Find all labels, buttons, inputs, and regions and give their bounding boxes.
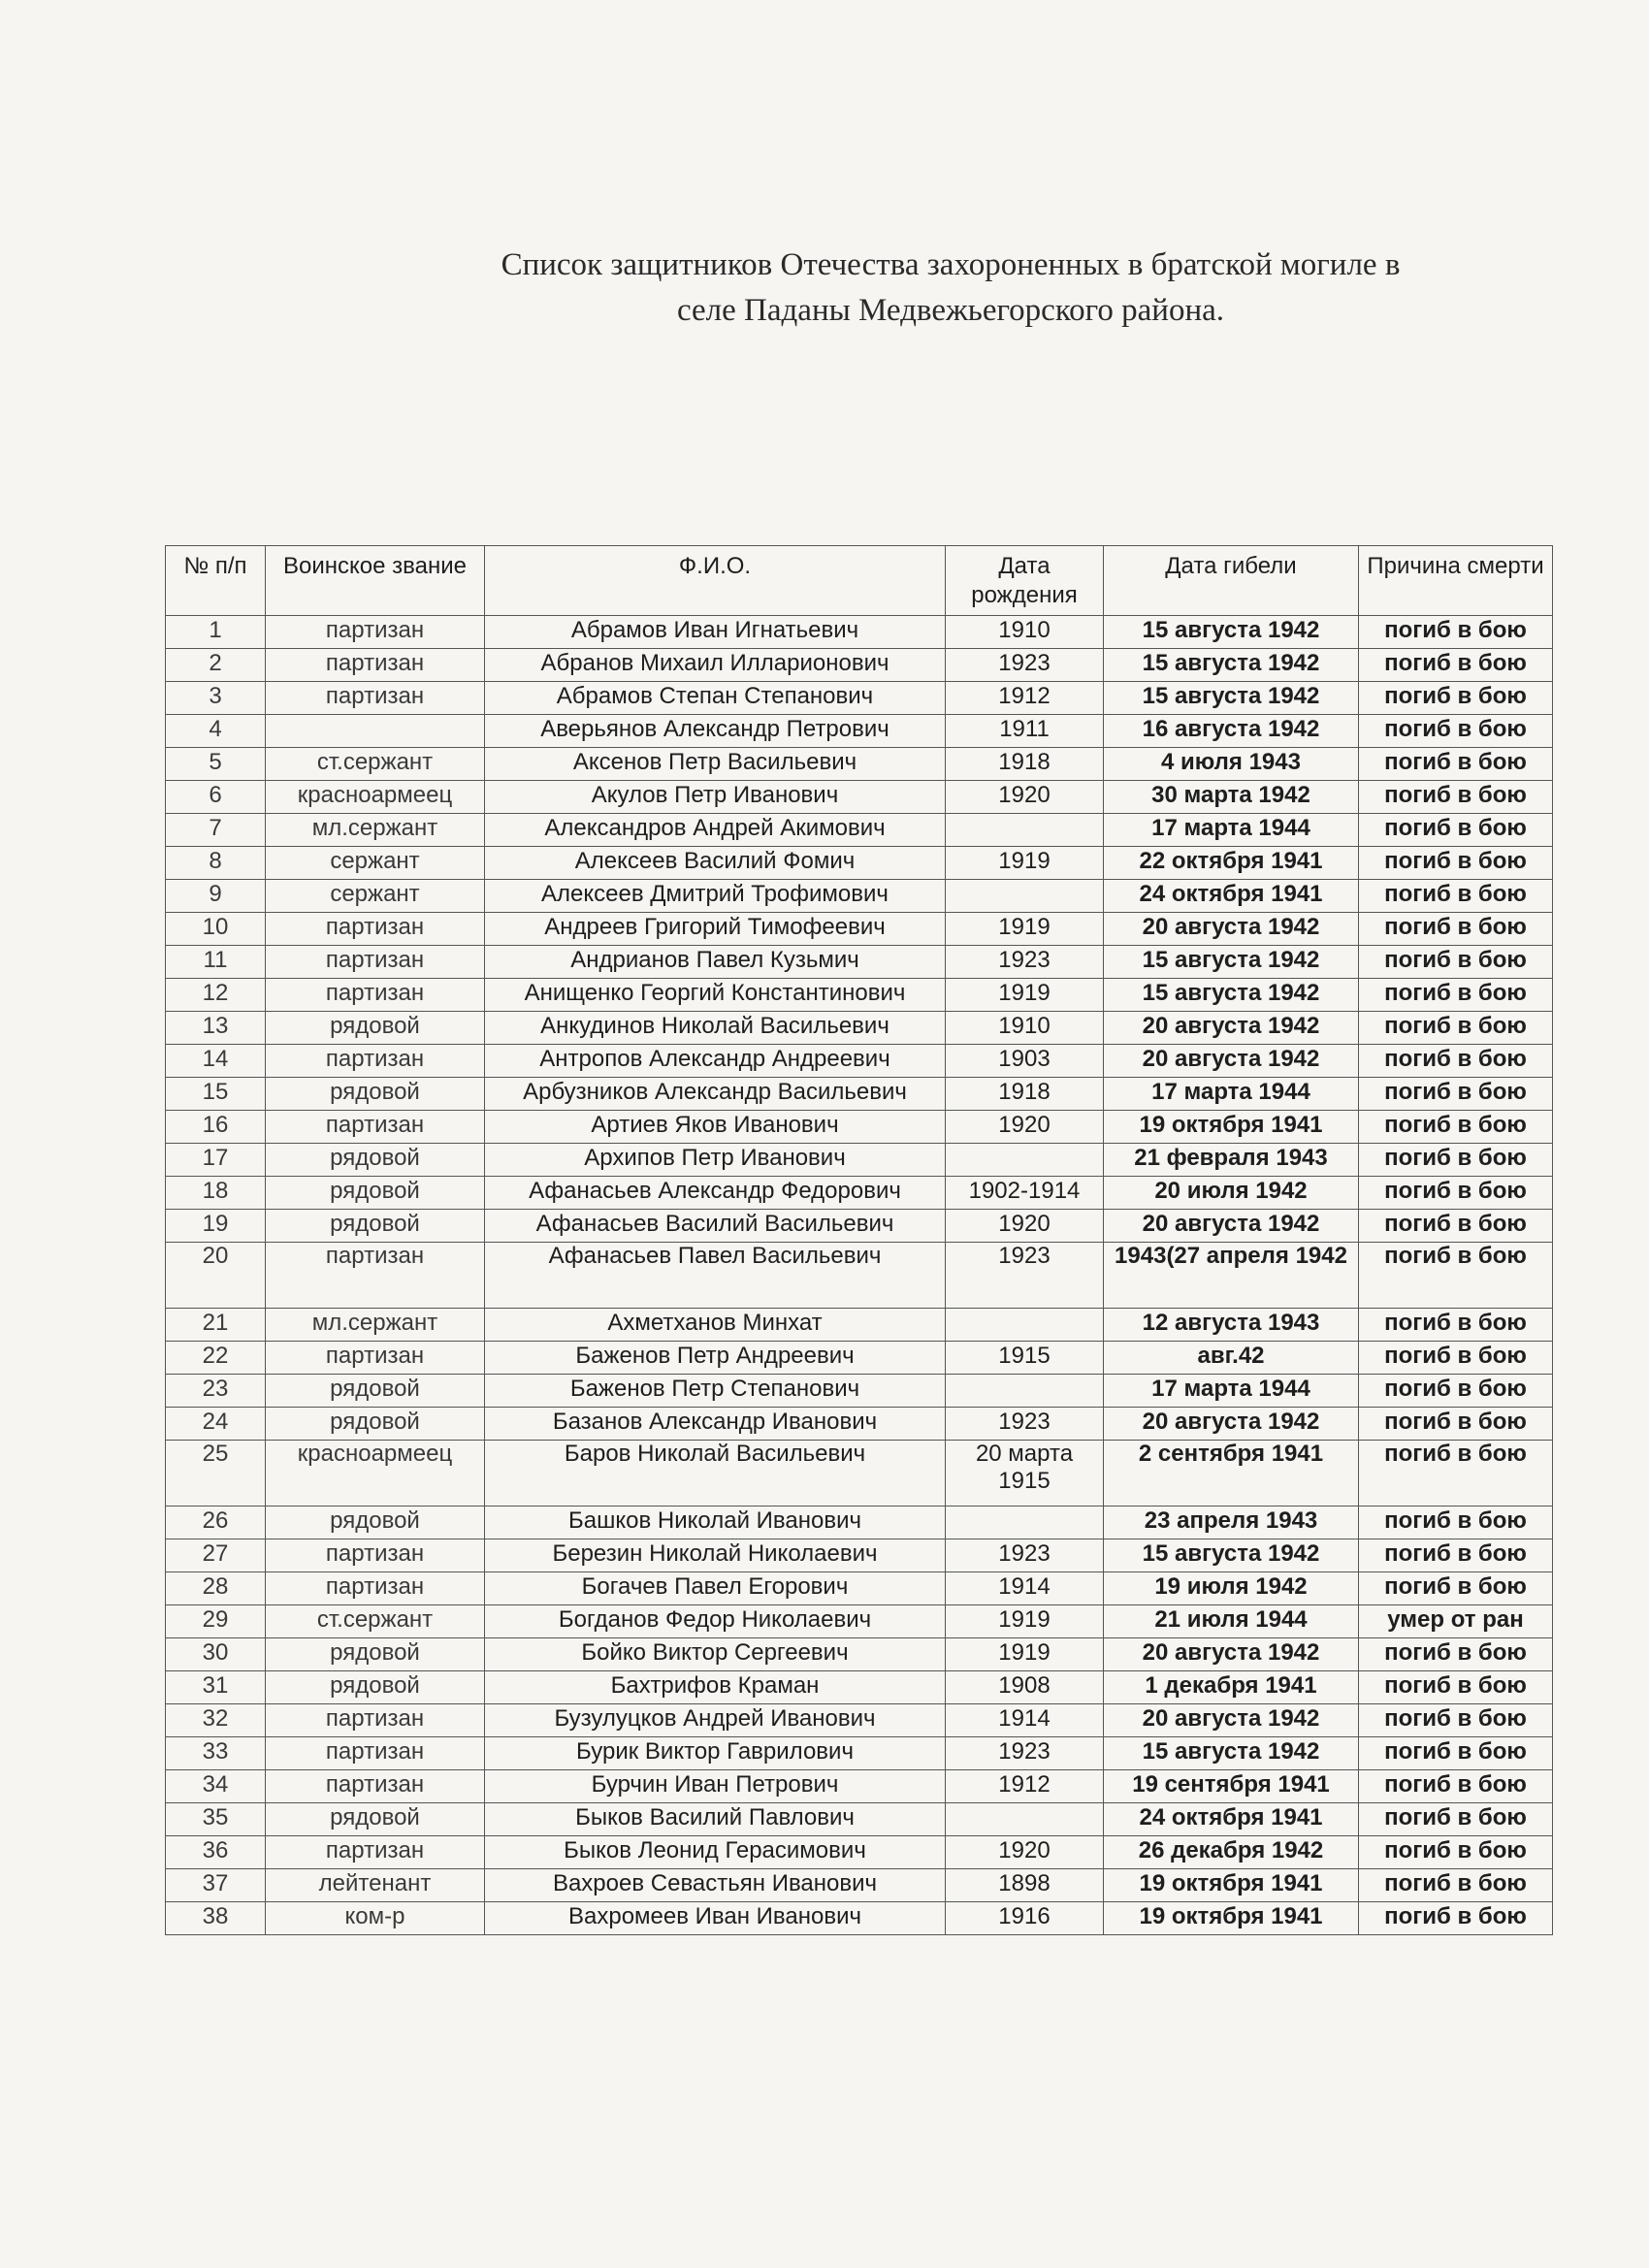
cell-birth: 1919 <box>946 1605 1104 1638</box>
cell-num: 22 <box>166 1342 266 1375</box>
cell-cause: умер от ран <box>1359 1605 1553 1638</box>
cell-rank: партизан <box>266 1770 485 1803</box>
cell-birth: 1923 <box>946 1408 1104 1441</box>
cell-num: 9 <box>166 880 266 913</box>
cell-name: Аверьянов Александр Петрович <box>485 715 946 748</box>
table-row <box>166 1902 1553 1935</box>
cell-name: Богданов Федор Николаевич <box>485 1605 946 1638</box>
table-row <box>166 1210 1553 1243</box>
cell-num: 23 <box>166 1375 266 1408</box>
cell-birth: 1910 <box>946 1012 1104 1045</box>
cell-cause: погиб в бою <box>1359 1210 1553 1243</box>
table-row <box>166 781 1553 814</box>
cell-rank: лейтенант <box>266 1869 485 1902</box>
cell-death: 20 августа 1942 <box>1104 913 1359 946</box>
cell-death: 15 августа 1942 <box>1104 946 1359 979</box>
cell-rank: ст.сержант <box>266 748 485 781</box>
cell-birth: 1920 <box>946 781 1104 814</box>
cell-name: Анищенко Георгий Константинович <box>485 979 946 1012</box>
table-row <box>166 1539 1553 1572</box>
cell-rank: партизан <box>266 1111 485 1144</box>
table-row <box>166 1671 1553 1704</box>
cell-num: 38 <box>166 1902 266 1935</box>
cell-name: Александров Андрей Акимович <box>485 814 946 847</box>
cell-cause: погиб в бою <box>1359 616 1553 649</box>
cell-rank: сержант <box>266 847 485 880</box>
cell-cause: погиб в бою <box>1359 1671 1553 1704</box>
cell-rank: ст.сержант <box>266 1605 485 1638</box>
cell-num: 26 <box>166 1507 266 1539</box>
cell-death: 15 августа 1942 <box>1104 649 1359 682</box>
cell-num: 21 <box>166 1309 266 1342</box>
cell-name: Андреев Григорий Тимофеевич <box>485 913 946 946</box>
cell-birth: 1923 <box>946 1243 1104 1309</box>
cell-birth <box>946 1309 1104 1342</box>
header-death: Дата гибели <box>1104 546 1359 616</box>
table-row <box>166 913 1553 946</box>
cell-num: 5 <box>166 748 266 781</box>
cell-birth: 1923 <box>946 1539 1104 1572</box>
cell-rank: партизан <box>266 1572 485 1605</box>
title-line-2: селе Паданы Медвежьегорского района. <box>676 293 1225 328</box>
cell-death: 20 августа 1942 <box>1104 1408 1359 1441</box>
cell-name: Арбузников Александр Васильевич <box>485 1078 946 1111</box>
cell-rank <box>266 715 485 748</box>
cell-rank: красноармеец <box>266 1441 485 1507</box>
cell-cause: погиб в бою <box>1359 1144 1553 1177</box>
cell-birth: 1920 <box>946 1111 1104 1144</box>
cell-death: 15 августа 1942 <box>1104 979 1359 1012</box>
cell-rank: рядовой <box>266 1408 485 1441</box>
cell-death: 19 сентября 1941 <box>1104 1770 1359 1803</box>
cell-num: 2 <box>166 649 266 682</box>
header-birth: Дата рождения <box>946 546 1104 616</box>
table-row <box>166 649 1553 682</box>
cell-name: Башков Николай Иванович <box>485 1507 946 1539</box>
cell-rank: партизан <box>266 1737 485 1770</box>
cell-birth: 1919 <box>946 979 1104 1012</box>
header-num: № п/п <box>166 546 266 616</box>
table-row <box>166 1638 1553 1671</box>
cell-death: 23 апреля 1943 <box>1104 1507 1359 1539</box>
cell-num: 35 <box>166 1803 266 1836</box>
cell-name: Бурчин Иван Петрович <box>485 1770 946 1803</box>
cell-cause: погиб в бою <box>1359 1902 1553 1935</box>
cell-rank: партизан <box>266 946 485 979</box>
cell-rank: рядовой <box>266 1507 485 1539</box>
cell-name: Абранов Михаил Илларионович <box>485 649 946 682</box>
cell-name: Анкудинов Николай Васильевич <box>485 1012 946 1045</box>
cell-cause: погиб в бою <box>1359 1375 1553 1408</box>
cell-num: 28 <box>166 1572 266 1605</box>
cell-name: Вахроев Севастьян Иванович <box>485 1869 946 1902</box>
cell-num: 15 <box>166 1078 266 1111</box>
cell-num: 20 <box>166 1243 266 1309</box>
cell-name: Абрамов Иван Игнатьевич <box>485 616 946 649</box>
table-row <box>166 1243 1553 1309</box>
cell-num: 3 <box>166 682 266 715</box>
cell-rank: рядовой <box>266 1012 485 1045</box>
cell-num: 32 <box>166 1704 266 1737</box>
table-row <box>166 1408 1553 1441</box>
defenders-table <box>165 545 1553 1935</box>
cell-cause: погиб в бою <box>1359 814 1553 847</box>
cell-rank: ком-р <box>266 1902 485 1935</box>
cell-cause: погиб в бою <box>1359 1869 1553 1902</box>
cell-rank: рядовой <box>266 1375 485 1408</box>
cell-cause: погиб в бою <box>1359 1243 1553 1309</box>
cell-birth: 1898 <box>946 1869 1104 1902</box>
cell-cause: погиб в бою <box>1359 1342 1553 1375</box>
cell-birth: 1918 <box>946 748 1104 781</box>
cell-name: Артиев Яков Иванович <box>485 1111 946 1144</box>
cell-cause: погиб в бою <box>1359 1770 1553 1803</box>
cell-num: 10 <box>166 913 266 946</box>
cell-rank: партизан <box>266 1704 485 1737</box>
cell-cause: погиб в бою <box>1359 1012 1553 1045</box>
table-row <box>166 1375 1553 1408</box>
cell-num: 1 <box>166 616 266 649</box>
cell-num: 37 <box>166 1869 266 1902</box>
cell-birth <box>946 1803 1104 1836</box>
cell-death: 15 августа 1942 <box>1104 1737 1359 1770</box>
table-row <box>166 1111 1553 1144</box>
table-row <box>166 1012 1553 1045</box>
cell-cause: погиб в бою <box>1359 649 1553 682</box>
header-rank: Воинское звание <box>266 546 485 616</box>
cell-death: 17 марта 1944 <box>1104 1078 1359 1111</box>
cell-num: 31 <box>166 1671 266 1704</box>
cell-name: Афанасьев Александр Федорович <box>485 1177 946 1210</box>
cell-death: 30 марта 1942 <box>1104 781 1359 814</box>
table-row <box>166 1078 1553 1111</box>
cell-name: Баженов Петр Андреевич <box>485 1342 946 1375</box>
cell-rank: красноармеец <box>266 781 485 814</box>
table-row <box>166 1704 1553 1737</box>
cell-name: Вахромеев Иван Иванович <box>485 1902 946 1935</box>
cell-num: 25 <box>166 1441 266 1507</box>
table-row <box>166 814 1553 847</box>
table-row <box>166 1309 1553 1342</box>
cell-cause: погиб в бою <box>1359 748 1553 781</box>
table-row <box>166 1144 1553 1177</box>
table-row <box>166 1177 1553 1210</box>
cell-cause: погиб в бою <box>1359 1803 1553 1836</box>
cell-birth <box>946 1375 1104 1408</box>
cell-name: Алексеев Дмитрий Трофимович <box>485 880 946 913</box>
table-row <box>166 880 1553 913</box>
cell-cause: погиб в бою <box>1359 1507 1553 1539</box>
cell-birth: 1903 <box>946 1045 1104 1078</box>
cell-num: 13 <box>166 1012 266 1045</box>
cell-death: 17 марта 1944 <box>1104 814 1359 847</box>
cell-birth: 1914 <box>946 1572 1104 1605</box>
cell-birth: 1908 <box>946 1671 1104 1704</box>
cell-cause: погиб в бою <box>1359 1309 1553 1342</box>
cell-rank: рядовой <box>266 1638 485 1671</box>
cell-birth: 1920 <box>946 1210 1104 1243</box>
cell-death: 22 октября 1941 <box>1104 847 1359 880</box>
cell-birth: 1910 <box>946 616 1104 649</box>
table-row <box>166 1507 1553 1539</box>
cell-birth: 1916 <box>946 1902 1104 1935</box>
cell-cause: погиб в бою <box>1359 913 1553 946</box>
table-row <box>166 1770 1553 1803</box>
table-row <box>166 616 1553 649</box>
table-row <box>166 847 1553 880</box>
cell-birth <box>946 1507 1104 1539</box>
cell-rank: рядовой <box>266 1671 485 1704</box>
cell-num: 17 <box>166 1144 266 1177</box>
cell-rank: партизан <box>266 616 485 649</box>
cell-birth <box>946 880 1104 913</box>
cell-name: Баров Николай Васильевич <box>485 1441 946 1507</box>
cell-birth: 1914 <box>946 1704 1104 1737</box>
cell-rank: партизан <box>266 1539 485 1572</box>
cell-name: Абрамов Степан Степанович <box>485 682 946 715</box>
cell-birth: 1902-1914 <box>946 1177 1104 1210</box>
cell-rank: рядовой <box>266 1078 485 1111</box>
table-row <box>166 1737 1553 1770</box>
cell-birth: 1915 <box>946 1342 1104 1375</box>
cell-death: 20 августа 1942 <box>1104 1210 1359 1243</box>
document-title <box>349 243 1552 334</box>
table-row <box>166 1441 1553 1507</box>
cell-birth: 1923 <box>946 1737 1104 1770</box>
cell-name: Антропов Александр Андреевич <box>485 1045 946 1078</box>
header-cause: Причина смерти <box>1359 546 1553 616</box>
cell-death: 19 октября 1941 <box>1104 1869 1359 1902</box>
cell-death: 20 августа 1942 <box>1104 1045 1359 1078</box>
cell-rank: партизан <box>266 649 485 682</box>
cell-name: Быков Василий Павлович <box>485 1803 946 1836</box>
cell-cause: погиб в бою <box>1359 1704 1553 1737</box>
cell-name: Андрианов Павел Кузьмич <box>485 946 946 979</box>
cell-death: 20 августа 1942 <box>1104 1638 1359 1671</box>
table-row <box>166 1045 1553 1078</box>
cell-num: 14 <box>166 1045 266 1078</box>
cell-cause: погиб в бою <box>1359 946 1553 979</box>
cell-num: 18 <box>166 1177 266 1210</box>
cell-cause: погиб в бою <box>1359 1638 1553 1671</box>
cell-rank: рядовой <box>266 1177 485 1210</box>
cell-death: 20 августа 1942 <box>1104 1012 1359 1045</box>
cell-num: 7 <box>166 814 266 847</box>
cell-birth: 1912 <box>946 682 1104 715</box>
cell-death: 12 августа 1943 <box>1104 1309 1359 1342</box>
table-row <box>166 1605 1553 1638</box>
cell-cause: погиб в бою <box>1359 1737 1553 1770</box>
cell-num: 33 <box>166 1737 266 1770</box>
cell-rank: рядовой <box>266 1144 485 1177</box>
cell-cause: погиб в бою <box>1359 1441 1553 1507</box>
header-name: Ф.И.О. <box>485 546 946 616</box>
cell-name: Афанасьев Василий Васильевич <box>485 1210 946 1243</box>
cell-name: Быков Леонид Герасимович <box>485 1836 946 1869</box>
cell-birth: 1919 <box>946 1638 1104 1671</box>
cell-cause: погиб в бою <box>1359 1045 1553 1078</box>
cell-num: 30 <box>166 1638 266 1671</box>
cell-name: Богачев Павел Егорович <box>485 1572 946 1605</box>
cell-cause: погиб в бою <box>1359 979 1553 1012</box>
cell-birth: 1919 <box>946 847 1104 880</box>
cell-rank: мл.сержант <box>266 814 485 847</box>
cell-rank: партизан <box>266 1045 485 1078</box>
cell-death: 15 августа 1942 <box>1104 1539 1359 1572</box>
cell-num: 24 <box>166 1408 266 1441</box>
cell-num: 12 <box>166 979 266 1012</box>
cell-death: 26 декабря 1942 <box>1104 1836 1359 1869</box>
cell-death: 24 октября 1941 <box>1104 1803 1359 1836</box>
cell-death: 20 августа 1942 <box>1104 1704 1359 1737</box>
cell-death: 17 марта 1944 <box>1104 1375 1359 1408</box>
cell-name: Алексеев Василий Фомич <box>485 847 946 880</box>
cell-birth: 1911 <box>946 715 1104 748</box>
cell-birth <box>946 1144 1104 1177</box>
table-row <box>166 682 1553 715</box>
cell-rank: рядовой <box>266 1210 485 1243</box>
table-row <box>166 1836 1553 1869</box>
cell-cause: погиб в бою <box>1359 781 1553 814</box>
cell-num: 34 <box>166 1770 266 1803</box>
table-row <box>166 1869 1553 1902</box>
cell-cause: погиб в бою <box>1359 1408 1553 1441</box>
cell-death: 21 февраля 1943 <box>1104 1144 1359 1177</box>
cell-cause: погиб в бою <box>1359 847 1553 880</box>
cell-num: 11 <box>166 946 266 979</box>
cell-name: Бойко Виктор Сергеевич <box>485 1638 946 1671</box>
cell-num: 4 <box>166 715 266 748</box>
cell-rank: рядовой <box>266 1803 485 1836</box>
cell-death: 1943(27 апреля 1942 <box>1104 1243 1359 1309</box>
cell-death: 24 октября 1941 <box>1104 880 1359 913</box>
cell-name: Афанасьев Павел Васильевич <box>485 1243 946 1309</box>
cell-num: 8 <box>166 847 266 880</box>
cell-cause: погиб в бою <box>1359 880 1553 913</box>
cell-death: 19 октября 1941 <box>1104 1902 1359 1935</box>
cell-num: 29 <box>166 1605 266 1638</box>
cell-num: 16 <box>166 1111 266 1144</box>
cell-death: 15 августа 1942 <box>1104 616 1359 649</box>
table-row <box>166 979 1553 1012</box>
cell-name: Бурик Виктор Гаврилович <box>485 1737 946 1770</box>
cell-cause: погиб в бою <box>1359 682 1553 715</box>
cell-rank: сержант <box>266 880 485 913</box>
cell-rank: партизан <box>266 1342 485 1375</box>
cell-name: Баженов Петр Степанович <box>485 1375 946 1408</box>
cell-birth: 1912 <box>946 1770 1104 1803</box>
cell-cause: погиб в бою <box>1359 715 1553 748</box>
cell-cause: погиб в бою <box>1359 1539 1553 1572</box>
cell-birth: 1923 <box>946 649 1104 682</box>
cell-name: Базанов Александр Иванович <box>485 1408 946 1441</box>
cell-cause: погиб в бою <box>1359 1111 1553 1144</box>
cell-birth: 1920 <box>946 1836 1104 1869</box>
cell-death: 15 августа 1942 <box>1104 682 1359 715</box>
cell-cause: погиб в бою <box>1359 1836 1553 1869</box>
cell-death: 2 сентября 1941 <box>1104 1441 1359 1507</box>
cell-name: Архипов Петр Иванович <box>485 1144 946 1177</box>
cell-name: Акулов Петр Иванович <box>485 781 946 814</box>
cell-rank: партизан <box>266 1836 485 1869</box>
table-row <box>166 1572 1553 1605</box>
cell-birth <box>946 814 1104 847</box>
table-row <box>166 715 1553 748</box>
cell-num: 6 <box>166 781 266 814</box>
cell-cause: погиб в бою <box>1359 1177 1553 1210</box>
title-line-1: Список защитников Отечества захороненных в братской могиле в <box>501 247 1401 282</box>
cell-birth: 1918 <box>946 1078 1104 1111</box>
cell-birth: 1923 <box>946 946 1104 979</box>
cell-birth: 1919 <box>946 913 1104 946</box>
cell-name: Ахметханов Минхат <box>485 1309 946 1342</box>
cell-num: 27 <box>166 1539 266 1572</box>
cell-rank: партизан <box>266 913 485 946</box>
cell-rank: партизан <box>266 682 485 715</box>
table-header-row <box>166 546 1553 616</box>
cell-birth: 20 марта 1915 <box>946 1441 1104 1507</box>
cell-death: авг.42 <box>1104 1342 1359 1375</box>
cell-death: 19 июля 1942 <box>1104 1572 1359 1605</box>
table-row <box>166 1342 1553 1375</box>
table-row <box>166 946 1553 979</box>
cell-num: 19 <box>166 1210 266 1243</box>
cell-name: Бузулуцков Андрей Иванович <box>485 1704 946 1737</box>
cell-death: 20 июля 1942 <box>1104 1177 1359 1210</box>
cell-rank: партизан <box>266 979 485 1012</box>
cell-rank: мл.сержант <box>266 1309 485 1342</box>
cell-num: 36 <box>166 1836 266 1869</box>
cell-name: Бахтрифов Краман <box>485 1671 946 1704</box>
cell-name: Березин Николай Николаевич <box>485 1539 946 1572</box>
cell-cause: погиб в бою <box>1359 1078 1553 1111</box>
cell-rank: партизан <box>266 1243 485 1309</box>
cell-death: 21 июля 1944 <box>1104 1605 1359 1638</box>
table-row <box>166 748 1553 781</box>
cell-death: 16 августа 1942 <box>1104 715 1359 748</box>
cell-death: 1 декабря 1941 <box>1104 1671 1359 1704</box>
cell-cause: погиб в бою <box>1359 1572 1553 1605</box>
cell-death: 19 октября 1941 <box>1104 1111 1359 1144</box>
table-row <box>166 1803 1553 1836</box>
cell-death: 4 июля 1943 <box>1104 748 1359 781</box>
cell-name: Аксенов Петр Васильевич <box>485 748 946 781</box>
